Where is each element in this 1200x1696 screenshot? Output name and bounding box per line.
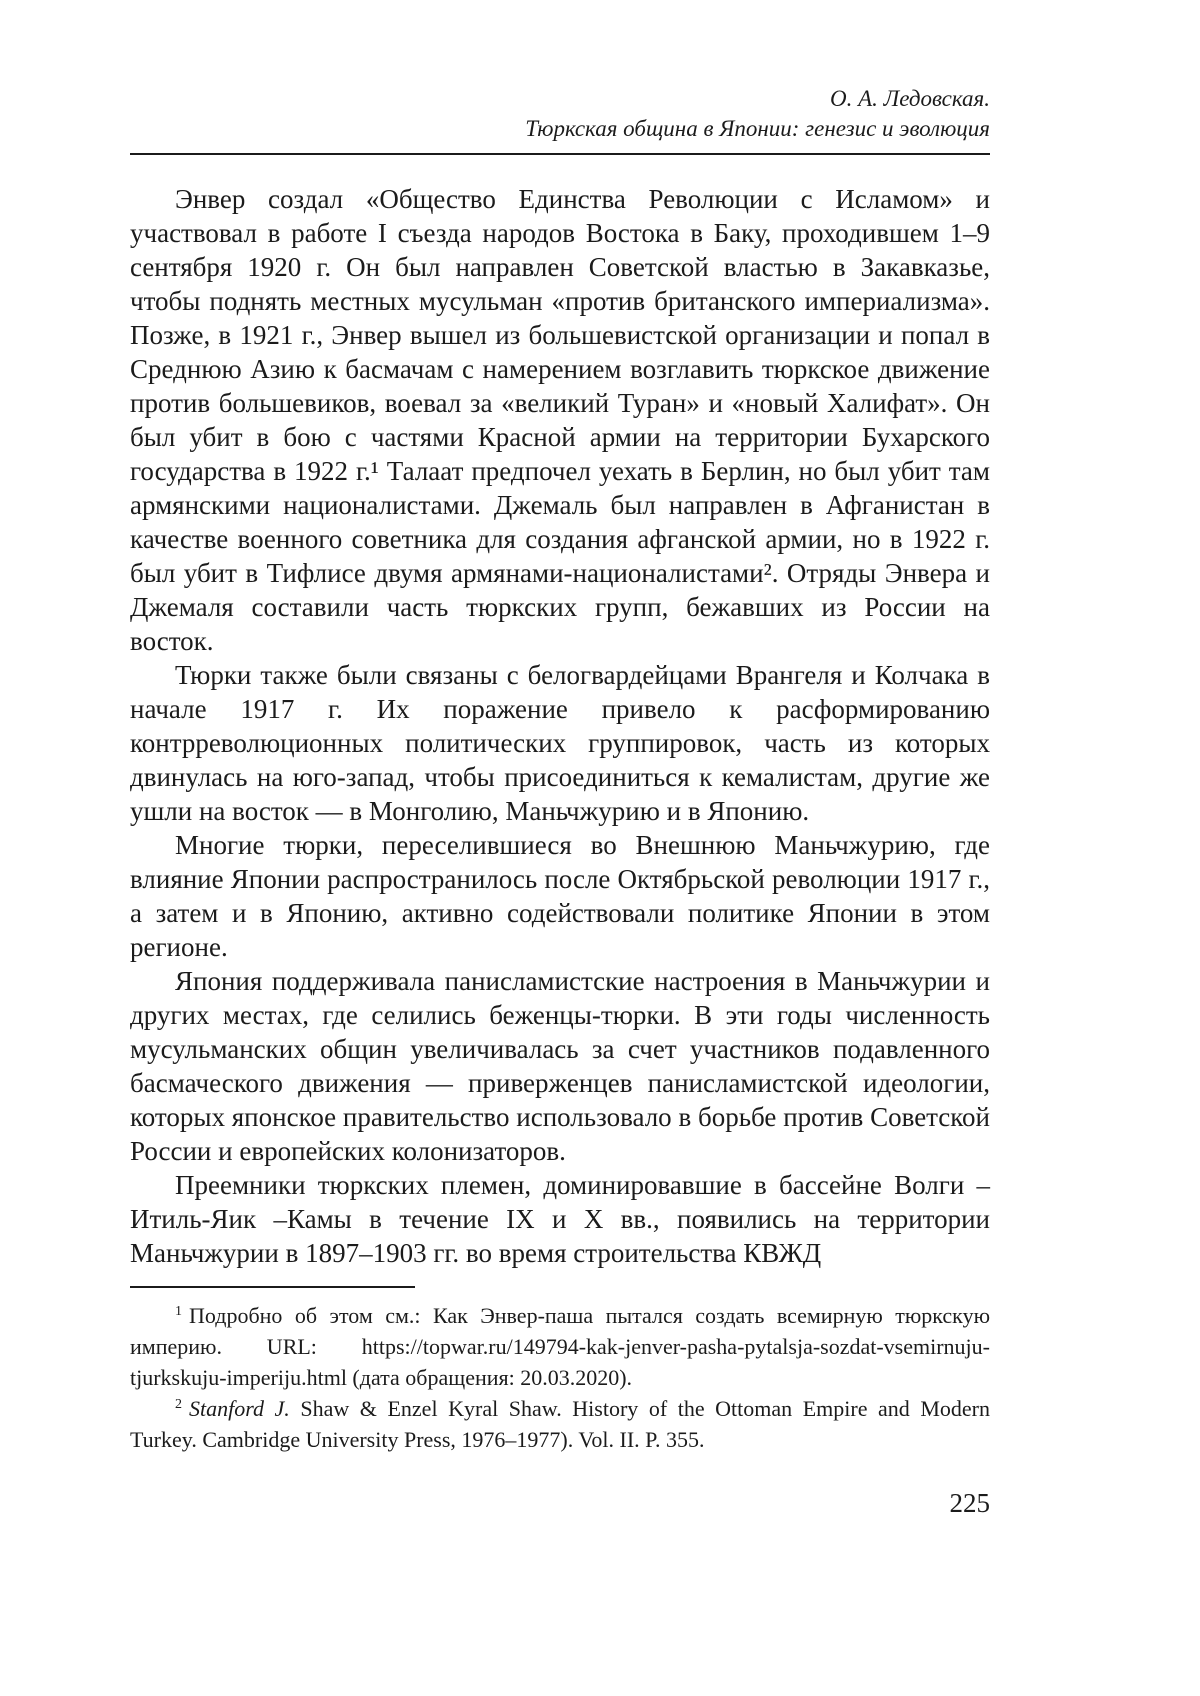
- footnote-2-author: Stanford J.: [189, 1396, 290, 1421]
- page-number: 225: [949, 1488, 990, 1518]
- footnote-2-text: Shaw & Enzel Kyral Shaw. History of the Ottoman Empire and Modern Turkey. Cambridge University Press, 1976–1977). Vol. II. P. 355.: [130, 1396, 990, 1452]
- running-head: [130, 84, 990, 144]
- footnote-1-text: Подробно об этом см.: Как Энвер-паша пытался создать всемирную тюркскую империю. URL: https://topwar.ru/149794-kak-jenver-pasha-pytalsja-sozdat-vsemirnuju-tjurkskuju-imperiju.html (дата обращения: 20.03.2020).: [130, 1303, 990, 1390]
- footnote-1: [130, 1300, 990, 1393]
- footnote-1-marker: 1: [175, 1303, 182, 1319]
- paragraph-2: Тюрки также были связаны с белогвардейцами Врангеля и Колчака в начале 1917 г. Их поражение привело к расформированию контрреволюционных политических группировок, часть из которых двинулась на юго-запад, чтобы присоединиться к кемалистам, другие же ушли на восток — в Монголию, Маньчжурию и в Японию.: [130, 660, 990, 826]
- footnote-2-marker: 2: [175, 1396, 182, 1412]
- paragraph-4: Япония поддерживала панисламистские настроения в Маньчжурии и других местах, где селились беженцы-тюрки. В эти годы численность мусульманских общин увеличивалась за счет участников подавленного басмаческого движения — приверженцев панисламистской идеологии, которых японское правительство использовало в борьбе против Советской России и европейских колонизаторов.: [130, 966, 990, 1166]
- footnote-separator: [130, 1286, 415, 1288]
- footnote-2: [130, 1393, 990, 1455]
- body-text: [130, 182, 990, 1270]
- paragraph-3: Многие тюрки, переселившиеся во Внешнюю Маньчжурию, где влияние Японии распространилось после Октябрьской революции 1917 г., а затем и в Японию, активно содействовали политике Японии в этом регионе.: [130, 830, 990, 962]
- running-head-title: Тюркская община в Японии: генезис и эволюция: [525, 116, 990, 141]
- paragraph-5: Преемники тюркских племен, доминировавшие в бассейне Волги –Итиль-Яик –Камы в течение IX и X вв., появились на территории Маньчжурии в 1897–1903 гг. во время строительства КВЖД: [130, 1170, 990, 1268]
- footnotes: [130, 1300, 990, 1455]
- page-content: [130, 84, 990, 1455]
- running-head-author: О. А. Ледовская.: [829, 86, 990, 111]
- header-rule: [130, 153, 990, 155]
- paragraph-1: Энвер создал «Общество Единства Революции с Исламом» и участвовал в работе I съезда народов Востока в Баку, проходившем 1–9 сентября 1920 г. Он был направлен Советской властью в Закавказье, чтобы поднять местных мусульман «против британского империализма». Позже, в 1921 г., Энвер вышел из большевистской организации и попал в Среднюю Азию к басмачам с намерением возглавить тюркское движение против большевиков, воевал за «великий Туран» и «новый Халифат». Он был убит в бою с частями Красной армии на территории Бухарского государства в 1922 г.¹ Талаат предпочел уехать в Берлин, но был убит там армянскими националистами. Джемаль был направлен в Афганистан в качестве военного советника для создания афганской армии, но в 1922 г. был убит в Тифлисе двумя армянами-националистами². Отряды Энвера и Джемаля составили часть тюркских групп, бежавших из России на восток.: [130, 184, 990, 656]
